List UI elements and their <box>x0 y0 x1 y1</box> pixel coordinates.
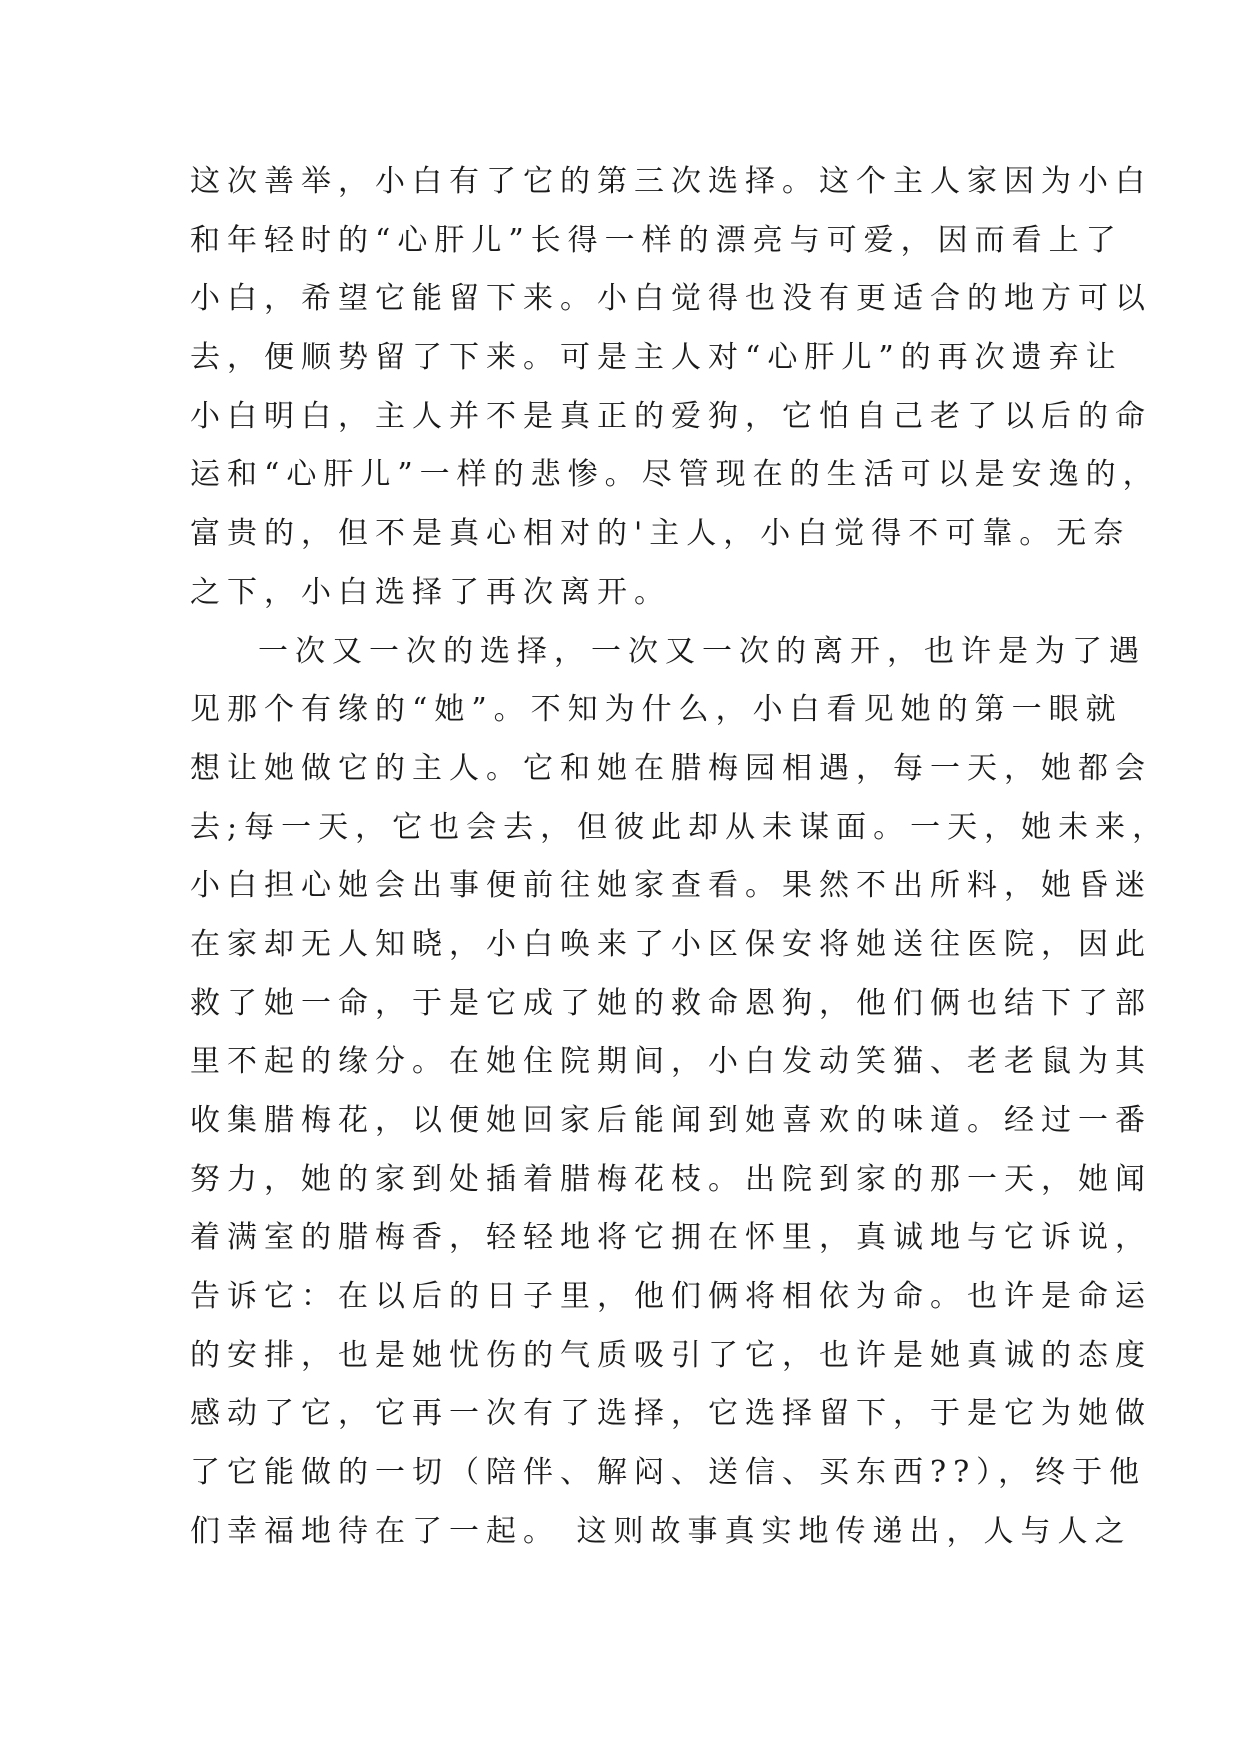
text-line: 运和“心肝儿”一样的悲惨。尽管现在的生活可以是安逸的， <box>190 457 1160 493</box>
text-line: 告诉它：在以后的日子里，他们俩将相依为命。也许是命运 <box>190 1279 1152 1315</box>
text-line: 这次善举，小白有了它的第三次选择。这个主人家因为小白 <box>190 164 1152 199</box>
text-line: 收集腊梅花，以便她回家后能闻到她喜欢的味道。经过一番 <box>190 1103 1152 1138</box>
text-line: 感动了它，它再一次有了选择，它选择留下，于是它为她做 <box>190 1396 1152 1432</box>
text-line: 着满室的腊梅香，轻轻地将它拥在怀里，真诚地与它诉说， <box>190 1220 1152 1256</box>
text-line: 想让她做它的主人。它和她在腊梅园相遇，每一天，她都会 <box>190 750 1152 786</box>
text-line: 们幸福地待在了一起。 这则故事真实地传递出，人与人之 <box>190 1513 1132 1549</box>
text-line: 了它能做的一切（陪伴、解闷、送信、买东西??），终于他 <box>190 1455 1147 1491</box>
text-line: 小白，希望它能留下来。小白觉得也没有更适合的地方可以 <box>190 281 1152 317</box>
text-line: 和年轻时的“心肝儿”长得一样的漂亮与可爱，因而看上了 <box>190 222 1123 258</box>
text-line: 之下，小白选择了再次离开。 <box>190 574 671 610</box>
text-line: 去，便顺势留了下来。可是主人对“心肝儿”的再次遗弃让 <box>190 340 1123 376</box>
text-line: 的安排，也是她忧伤的气质吸引了它，也许是她真诚的态度 <box>190 1337 1152 1373</box>
text-line: 一次又一次的选择，一次又一次的离开，也许是为了遇 <box>258 633 1146 669</box>
text-line: 里不起的缘分。在她住院期间，小白发动笑猫、老老鼠为其 <box>190 1044 1152 1080</box>
text-line: 小白担心她会出事便前往她家查看。果然不出所料，她昏迷 <box>190 868 1152 904</box>
text-line: 努力，她的家到处插着腊梅花枝。出院到家的那一天，她闻 <box>190 1161 1152 1197</box>
body-text <box>190 153 1170 1562</box>
text-line: 救了她一命，于是它成了她的救命恩狗，他们俩也结下了部 <box>190 985 1152 1021</box>
text-line: 去;每一天，它也会去，但彼此却从未谋面。一天，她未来， <box>190 809 1170 845</box>
text-line: 在家却无人知晓，小白唤来了小区保安将她送往医院，因此 <box>190 926 1152 962</box>
text-line: 小白明白，主人并不是真正的爱狗，它怕自己老了以后的命 <box>190 398 1152 434</box>
text-line: 富贵的，但不是真心相对的'主人，小白觉得不可靠。无奈 <box>190 516 1131 552</box>
text-line: 见那个有缘的“她”。不知为什么，小白看见她的第一眼就 <box>190 692 1123 728</box>
